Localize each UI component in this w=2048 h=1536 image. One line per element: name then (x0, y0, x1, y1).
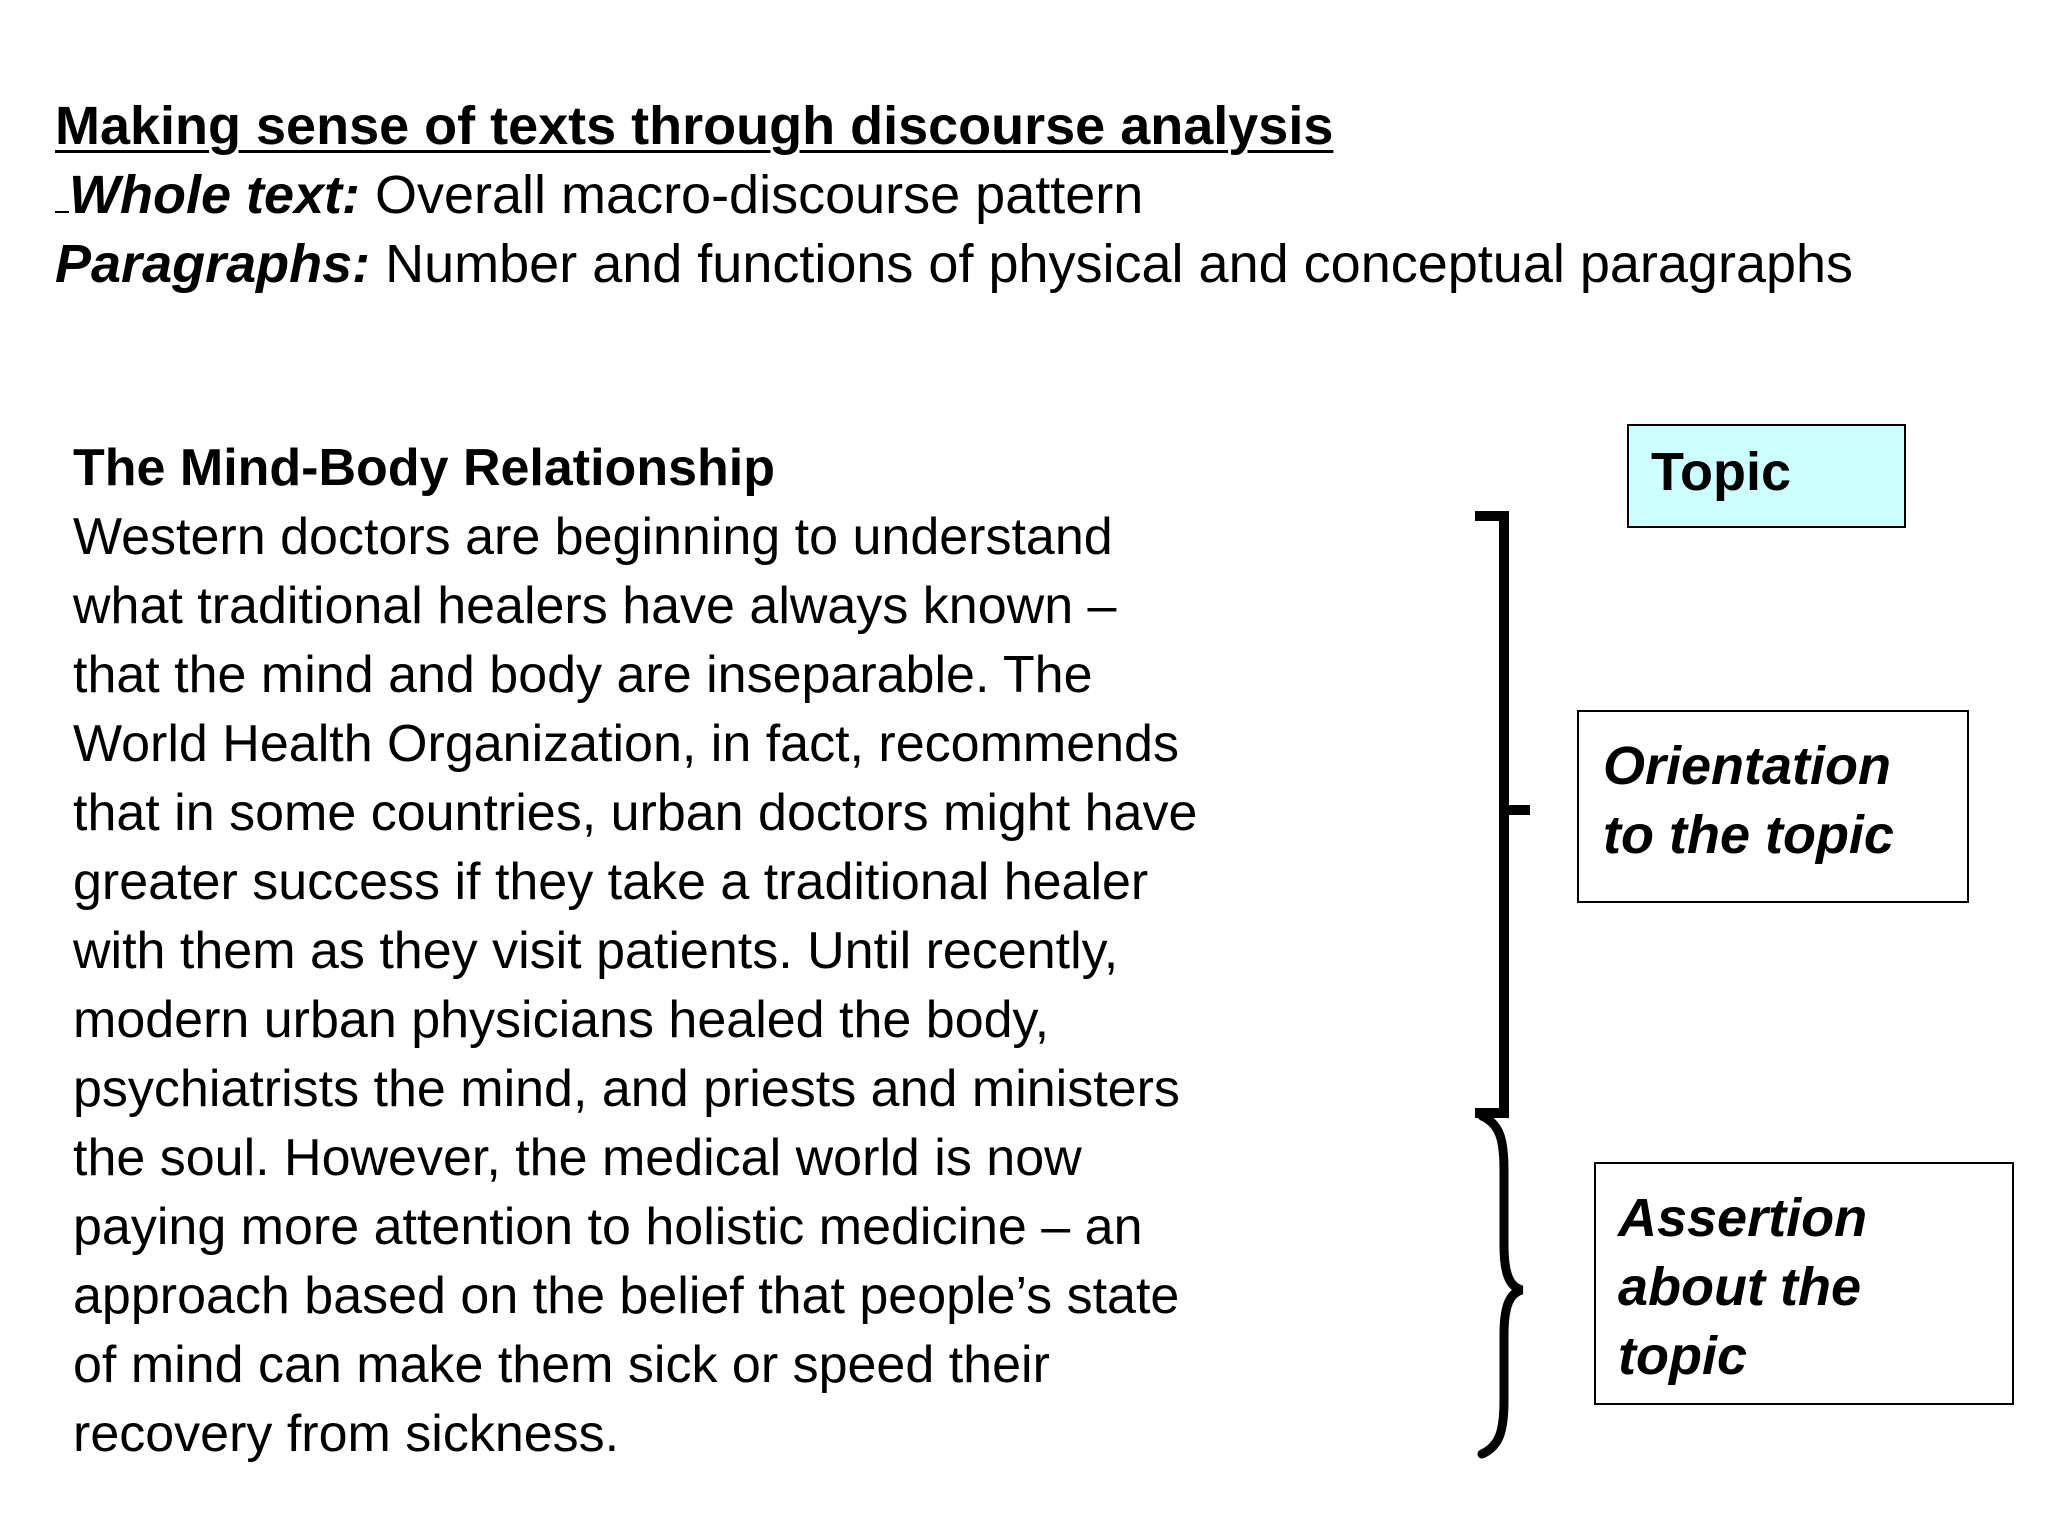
orientation-label-line: to the topic (1603, 805, 1894, 865)
topic-label: Topic (1651, 442, 1791, 502)
assertion-label-line: Assertion (1618, 1188, 1868, 1248)
passage (73, 434, 1413, 1469)
paragraphs-line (55, 230, 1853, 299)
passage-line: psychiatrists the mind, and priests and ministers (73, 1060, 1180, 1118)
whole-text-value: Overall macro-discourse pattern (360, 165, 1144, 225)
passage-line: that in some countries, urban doctors might have (73, 784, 1198, 842)
assertion-brace (1482, 1116, 1522, 1454)
orientation-bracket (1475, 516, 1530, 1113)
passage-line: recovery from sickness. (73, 1405, 620, 1463)
assertion-box (1594, 1162, 2014, 1405)
topic-box (1627, 424, 1906, 528)
passage-line: of mind can make them sick or speed their (73, 1336, 1050, 1394)
passage-line: what traditional healers have always known – (73, 577, 1117, 635)
orientation-box (1577, 710, 1969, 903)
whole-text-label: Whole text: (69, 165, 360, 225)
paragraphs-value: Number and functions of physical and conceptual paragraphs (370, 234, 1854, 294)
assertion-label-line: topic (1618, 1326, 1747, 1386)
passage-line: approach based on the belief that people’s state (73, 1267, 1180, 1325)
passage-line: that the mind and body are inseparable. The (73, 646, 1093, 704)
whole-text-line (55, 161, 1853, 230)
passage-line: greater success if they take a traditional healer (73, 853, 1149, 911)
assertion-label-line: about the (1618, 1257, 1861, 1317)
passage-line: with them as they visit patients. Until recently, (73, 922, 1119, 980)
slide-title: Making sense of texts through discourse analysis (55, 96, 1334, 156)
paragraphs-label: Paragraphs: (55, 234, 371, 294)
orientation-label-line: Orientation (1603, 736, 1892, 796)
passage-line: paying more attention to holistic medicine – an (73, 1198, 1143, 1256)
passage-title: The Mind-Body Relationship (73, 439, 775, 497)
passage-line: the soul. However, the medical world is now (73, 1129, 1082, 1187)
underscore-mark (55, 211, 69, 213)
slide-header (55, 92, 1853, 299)
passage-line: modern urban physicians healed the body, (73, 991, 1050, 1049)
passage-line: World Health Organization, in fact, recommends (73, 715, 1179, 773)
passage-line: Western doctors are beginning to understand (73, 508, 1113, 566)
